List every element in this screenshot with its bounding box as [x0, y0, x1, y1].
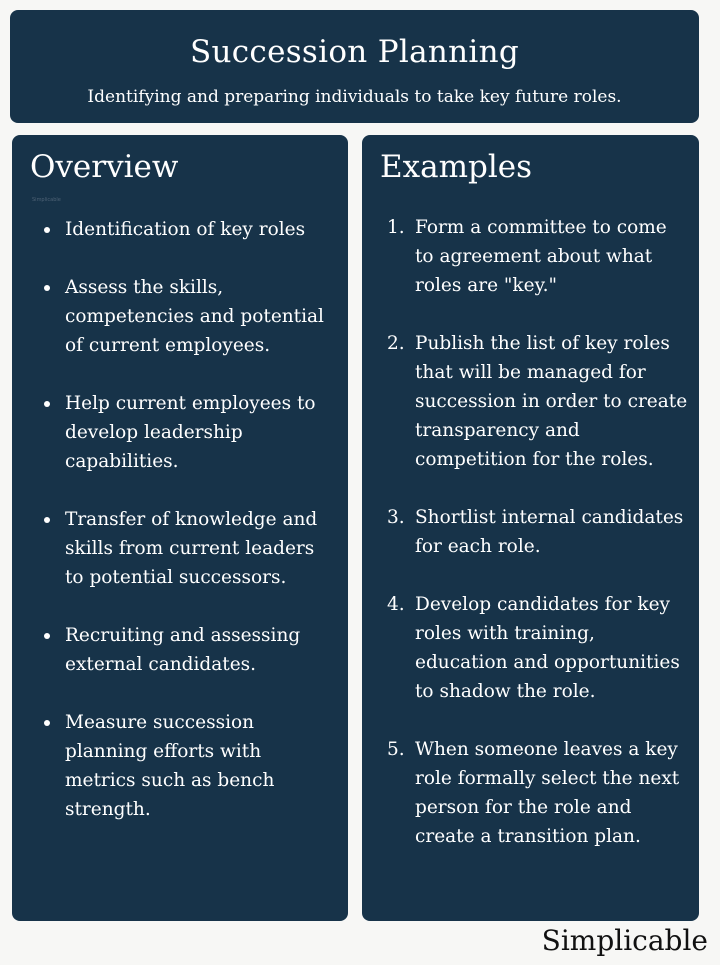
page-subtitle: Identifying and preparing individuals to take key future roles. [87, 87, 622, 107]
overview-item-text: Measure succession planning efforts with metrics such as bench strength. [65, 712, 275, 820]
example-item-text: Publish the list of key roles that will be managed for succession in order to create transparency and competition for the roles. [415, 333, 688, 470]
overview-item [44, 215, 334, 244]
bullet-icon [44, 285, 50, 291]
example-number: 5. [387, 739, 405, 760]
examples-panel [362, 135, 699, 921]
example-number: 4. [387, 594, 405, 615]
example-item [387, 329, 689, 474]
examples-heading: Examples [380, 149, 533, 185]
overview-list [44, 215, 334, 853]
overview-item [44, 273, 334, 360]
bullet-icon [44, 227, 50, 233]
example-item-text: Develop candidates for key roles with training, education and opportunities to shadow the role. [415, 594, 680, 702]
overview-item-text: Recruiting and assessing external candidates. [65, 625, 301, 675]
overview-item-text: Identification of key roles [65, 219, 306, 240]
example-number: 1. [387, 217, 405, 238]
header-panel [10, 10, 699, 123]
example-item-text: Form a committee to come to agreement about what roles are "key." [415, 217, 667, 296]
overview-panel [12, 135, 348, 921]
bullet-icon [44, 517, 50, 523]
brand-logo: Simplicable [541, 924, 708, 957]
example-item [387, 735, 689, 851]
watermark: Simplicable [32, 197, 61, 203]
example-item [387, 590, 689, 706]
bullet-icon [44, 720, 50, 726]
overview-item [44, 389, 334, 476]
overview-item-text: Transfer of knowledge and skills from current leaders to potential successors. [65, 509, 318, 588]
page-title: Succession Planning [189, 34, 520, 70]
example-number: 3. [387, 507, 405, 528]
overview-heading: Overview [30, 149, 179, 185]
bullet-icon [44, 401, 50, 407]
example-item [387, 213, 689, 300]
example-item-text: Shortlist internal candidates for each role. [415, 507, 684, 557]
overview-item [44, 505, 334, 592]
examples-list [387, 213, 689, 880]
overview-item-text: Help current employees to develop leadership capabilities. [65, 393, 316, 472]
overview-item-text: Assess the skills, competencies and potential of current employees. [65, 277, 324, 356]
example-number: 2. [387, 333, 405, 354]
example-item [387, 503, 689, 561]
overview-item [44, 708, 334, 824]
bullet-icon [44, 633, 50, 639]
example-item-text: When someone leaves a key role formally select the next person for the role and create a transition plan. [415, 739, 680, 847]
overview-item [44, 621, 334, 679]
